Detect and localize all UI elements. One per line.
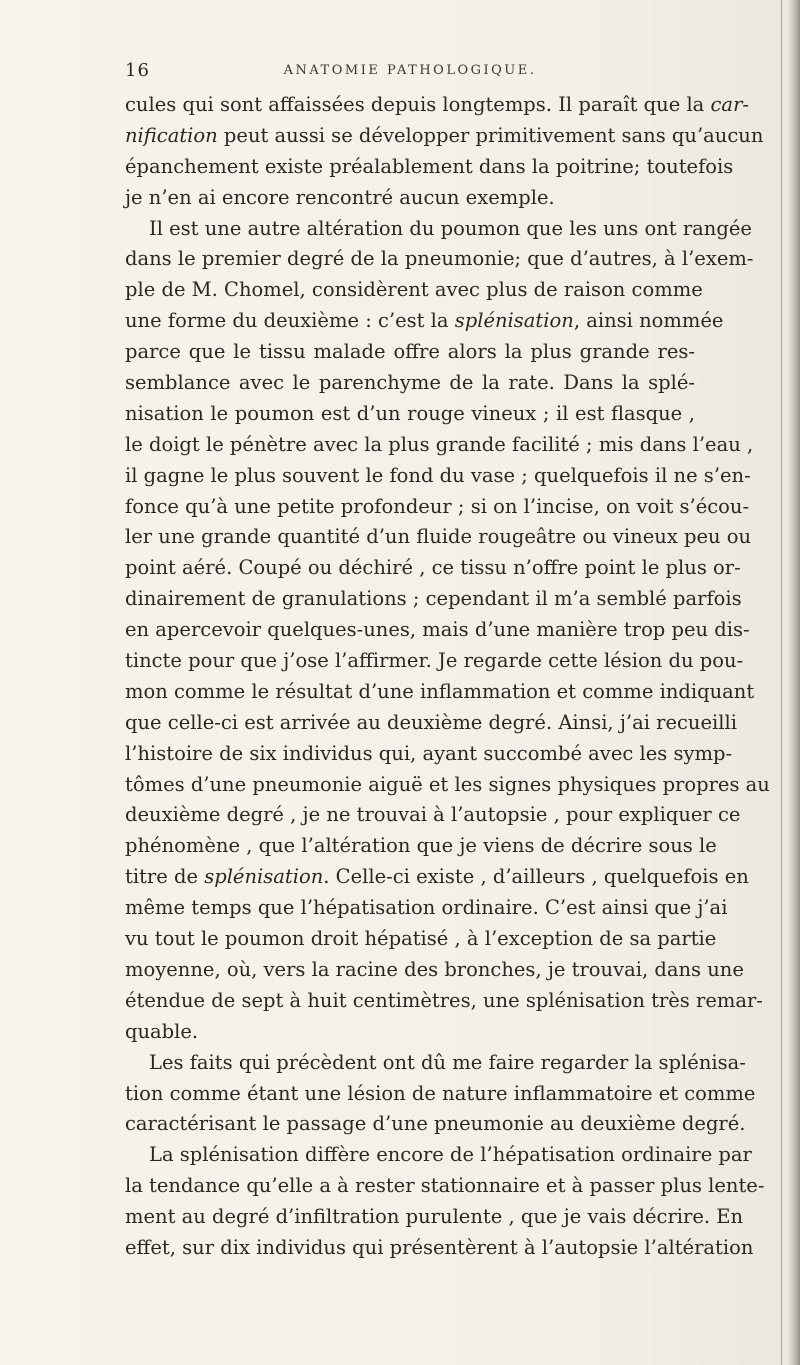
body-text xyxy=(125,90,770,1264)
text-line: mon comme le résultat d’une inflammation et comme indiquant xyxy=(125,679,755,703)
text-line: cules qui sont affaissées depuis longtemps. Il paraît que la car- xyxy=(125,93,749,116)
text-line: nisation le poumon est d’un rouge vineux ; il est flasque , xyxy=(125,401,695,425)
text-line: le doigt le pénètre avec la plus grande facilité ; mis dans l’eau , xyxy=(125,432,754,456)
text-line: phénomène , que l’altération que je viens de décrire sous le xyxy=(125,834,717,858)
text-line: quable. xyxy=(125,1019,199,1043)
text-line: deuxième degré , je ne trouvai à l’autopsie , pour expliquer ce xyxy=(125,803,741,827)
text-line: une forme du deuxième : c’est la splénisation, ainsi nommée xyxy=(125,309,724,333)
page-binding-shadow xyxy=(788,0,800,1365)
text-line: dinairement de granulations ; cependant il m’a semblé parfois xyxy=(125,587,742,611)
text-line: je n’en ai encore rencontré aucun exemple. xyxy=(125,185,555,209)
text-line: caractérisant le passage d’une pneumonie au deuxième degré. xyxy=(125,1112,746,1136)
page-number: 16 xyxy=(125,60,150,81)
text-line: La splénisation diffère encore de l’hépatisation ordinaire par xyxy=(149,1143,752,1167)
page-header xyxy=(125,60,695,90)
text-line: moyenne, où, vers la racine des bronches, je trouvai, dans une xyxy=(125,957,744,981)
text-line: ple de M. Chomel, considèrent avec plus de raison comme xyxy=(125,278,703,302)
text-line: vu tout le poumon droit hépatisé , à l’exception de sa partie xyxy=(125,927,717,951)
page-edge-line xyxy=(781,0,782,1365)
text-line: ment au degré d’infiltration purulente , que je vais décrire. En xyxy=(125,1205,744,1229)
text-line: étendue de sept à huit centimètres, une splénisation très remar- xyxy=(125,988,763,1012)
text-line: tômes d’une pneumonie aiguë et les signes physiques propres au xyxy=(125,772,770,796)
text-line: nification peut aussi se développer primitivement sans qu’aucun xyxy=(125,123,764,147)
text-line: titre de splénisation. Celle-ci existe , d’ailleurs , quelquefois en xyxy=(125,865,749,889)
text-line: effet, sur dix individus qui présentèrent à l’autopsie l’altération xyxy=(125,1235,754,1259)
text-line: ler une grande quantité d’un fluide rougeâtre ou vineux peu ou xyxy=(125,525,752,549)
text-line: que celle-ci est arrivée au deuxième degré. Ainsi, j’ai recueilli xyxy=(125,710,737,734)
text-line: dans le premier degré de la pneumonie; que d’autres, à l’exem- xyxy=(125,247,754,271)
text-line: épanchement existe préalablement dans la poitrine; toutefois xyxy=(125,154,734,178)
text-line: Il est une autre altération du poumon que les uns ont rangée xyxy=(149,216,752,240)
text-line: il gagne le plus souvent le fond du vase ; quelquefois il ne s’en- xyxy=(125,463,751,487)
text-line: point aéré. Coupé ou déchiré , ce tissu n’offre point le plus or- xyxy=(125,556,741,580)
text-line: parce que le tissu malade offre alors la plus grande res- xyxy=(125,340,695,364)
text-line: en apercevoir quelques-unes, mais d’une manière trop peu dis- xyxy=(125,618,750,642)
running-head: ANATOMIE PATHOLOGIQUE. xyxy=(283,63,537,78)
text-line: même temps que l’hépatisation ordinaire. C’est ainsi que j’ai xyxy=(125,896,728,920)
text-line: la tendance qu’elle a à rester stationnaire et à passer plus lente- xyxy=(125,1174,765,1198)
text-line: l’histoire de six individus qui, ayant succombé avec les symp- xyxy=(125,741,733,765)
text-line: tion comme étant une lésion de nature inflammatoire et comme xyxy=(125,1081,756,1105)
text-line: tincte pour que j’ose l’affirmer. Je regarde cette lésion du pou- xyxy=(125,649,744,673)
text-line: fonce qu’à une petite profondeur ; si on l’incise, on voit s’écou- xyxy=(125,494,750,518)
text-line: Les faits qui précèdent ont dû me faire regarder la splénisa- xyxy=(149,1050,746,1074)
text-line: semblance avec le parenchyme de la rate. Dans la splé- xyxy=(125,371,695,395)
